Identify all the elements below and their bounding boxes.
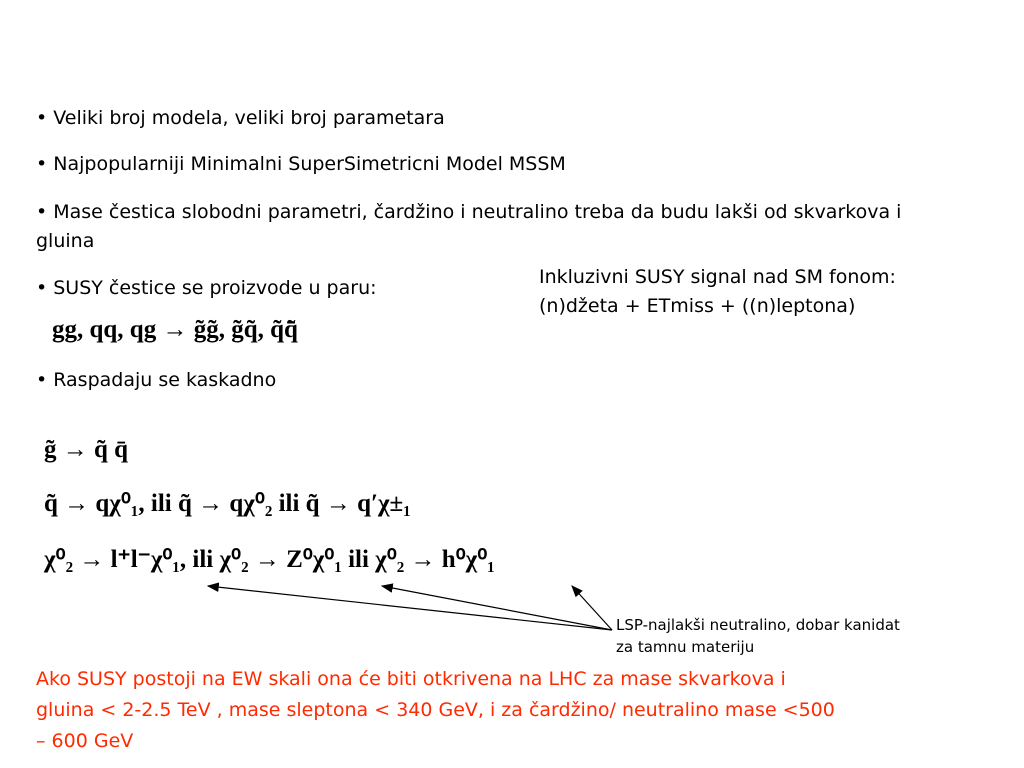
lsp-note-line1: LSP-najlakši neutralino, dobar kanidat (616, 616, 900, 634)
bullet-3: • Mase čestica slobodni parametri, čardžino i neutralino treba da budu lakši od skvarkova i gluina (36, 201, 902, 252)
neutralino-decay-equation: χ⁰₂ → l⁺l⁻χ⁰₁, ili χ⁰₂ → Z⁰χ⁰₁ ili χ⁰₂ → h⁰χ⁰₁ (44, 546, 495, 573)
production-equation: gg, qq, qg → g̃g̃, g̃q̃, q̃q̄̃ (52, 316, 298, 343)
bullet-5: • Raspadaju se kaskadno (36, 369, 277, 391)
inclusive-signal-line2: (n)džeta + ETmiss + ((n)leptona) (539, 295, 856, 317)
squark-decay-equation: q̃ → qχ⁰₁, ili q̃ → qχ⁰₂ ili q̃ → q′χ±₁ (44, 490, 411, 517)
inclusive-signal-line1: Inkluzivni SUSY signal nad SM fonom: (539, 266, 896, 288)
bullet-2: • Najpopularniji Minimalni SuperSimetricni Model MSSM (36, 153, 566, 175)
arrow-to-chi1-first (208, 586, 612, 630)
lsp-note (616, 614, 900, 658)
bullet-1: • Veliki broj modela, veliki broj parametara (36, 107, 445, 129)
gluino-decay-equation: g̃ → q̃ q̄ (44, 436, 129, 463)
lsp-note-line2: za tamnu materiju (616, 638, 755, 656)
conclusion-text: Ako SUSY postoji na EW skali ona će biti otkrivena na LHC za mase skvarkova i gluina < 2-2.5 TeV , mase sleptona < 340 GeV, i za čardžino/ neutralino mase <500 – 600 GeV (36, 668, 835, 752)
bullet-4: • SUSY čestice se proizvode u paru: (36, 277, 377, 299)
